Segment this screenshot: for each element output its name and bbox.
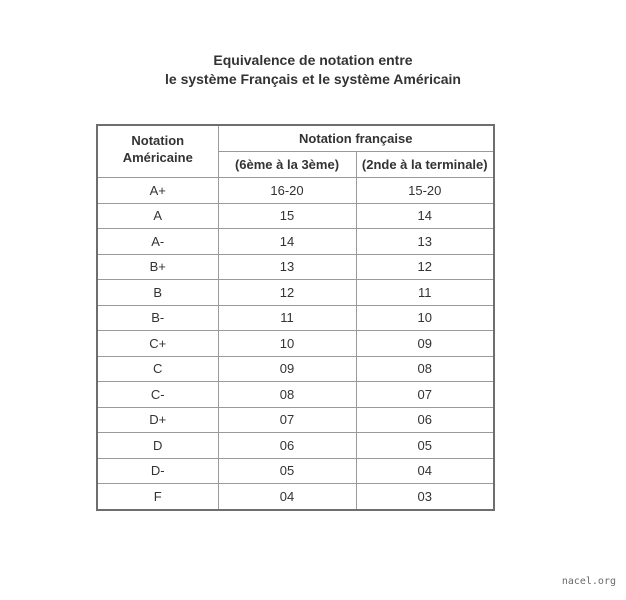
table-row <box>97 203 494 229</box>
us-grade-cell: C <box>97 356 218 382</box>
table-header-row <box>97 125 494 152</box>
lycee-grade-cell: 03 <box>356 484 494 510</box>
us-grade-cell: C+ <box>97 331 218 357</box>
document-title <box>0 51 626 89</box>
lycee-grade-cell: 15-20 <box>356 178 494 204</box>
college-grade-cell: 16-20 <box>218 178 356 204</box>
lycee-grade-cell: 04 <box>356 458 494 484</box>
table-row <box>97 254 494 280</box>
lycee-grade-cell: 12 <box>356 254 494 280</box>
table-row <box>97 305 494 331</box>
table-row <box>97 484 494 510</box>
us-grade-cell: A+ <box>97 178 218 204</box>
college-grade-cell: 08 <box>218 382 356 408</box>
grade-equivalence-table <box>96 124 495 511</box>
table-row <box>97 331 494 357</box>
table-row <box>97 356 494 382</box>
table-row <box>97 433 494 459</box>
us-header-line-1: Notation <box>131 133 185 148</box>
lycee-grade-cell: 10 <box>356 305 494 331</box>
lycee-grade-cell: 14 <box>356 203 494 229</box>
table-row <box>97 280 494 306</box>
us-grade-cell: B+ <box>97 254 218 280</box>
us-grade-cell: D- <box>97 458 218 484</box>
lycee-grade-cell: 07 <box>356 382 494 408</box>
lycee-grade-cell: 11 <box>356 280 494 306</box>
lycee-grade-cell: 08 <box>356 356 494 382</box>
college-grade-cell: 13 <box>218 254 356 280</box>
us-grade-cell: F <box>97 484 218 510</box>
college-grade-cell: 15 <box>218 203 356 229</box>
table-row <box>97 229 494 255</box>
college-grade-cell: 06 <box>218 433 356 459</box>
lycee-grade-cell: 09 <box>356 331 494 357</box>
table-row <box>97 407 494 433</box>
us-grade-cell: B- <box>97 305 218 331</box>
title-line-1: Equivalence de notation entre <box>213 52 413 68</box>
table-row <box>97 178 494 204</box>
college-grade-cell: 07 <box>218 407 356 433</box>
college-grade-cell: 09 <box>218 356 356 382</box>
college-grade-cell: 10 <box>218 331 356 357</box>
us-grade-cell: D <box>97 433 218 459</box>
college-grade-cell: 05 <box>218 458 356 484</box>
us-grade-cell: A- <box>97 229 218 255</box>
table-body <box>97 178 494 510</box>
college-grade-cell: 14 <box>218 229 356 255</box>
table-row <box>97 458 494 484</box>
us-grading-header <box>97 125 218 178</box>
college-grade-cell: 12 <box>218 280 356 306</box>
college-subheader: (6ème à la 3ème) <box>218 152 356 178</box>
lycee-grade-cell: 13 <box>356 229 494 255</box>
us-grade-cell: B <box>97 280 218 306</box>
college-grade-cell: 04 <box>218 484 356 510</box>
lycee-grade-cell: 05 <box>356 433 494 459</box>
college-grade-cell: 11 <box>218 305 356 331</box>
footer-source: nacel.org <box>561 576 616 587</box>
lycee-subheader: (2nde à la terminale) <box>356 152 494 178</box>
lycee-grade-cell: 06 <box>356 407 494 433</box>
us-grade-cell: C- <box>97 382 218 408</box>
us-grade-cell: A <box>97 203 218 229</box>
title-line-2: le système Français et le système Américain <box>165 71 461 87</box>
french-grading-header: Notation française <box>218 125 494 152</box>
us-grade-cell: D+ <box>97 407 218 433</box>
table-row <box>97 382 494 408</box>
us-header-line-2: Américaine <box>122 150 193 165</box>
